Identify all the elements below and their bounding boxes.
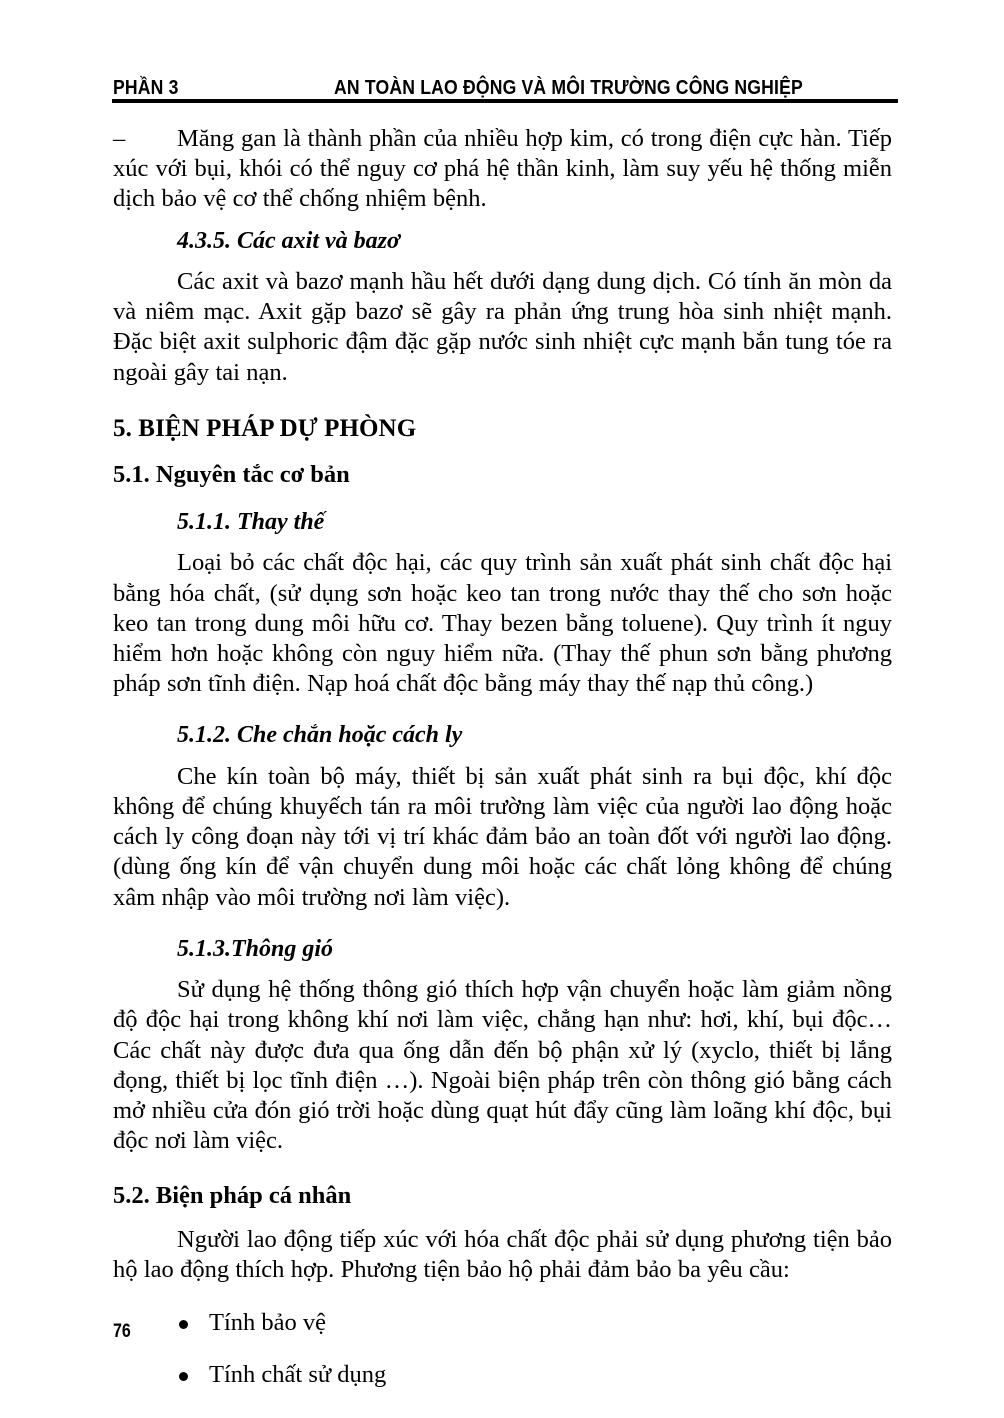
paragraph-5-1-1: Loại bỏ các chất độc hại, các quy trình sản xuất phát sinh chất độc hại bằng hóa chất, (sử dụng sơn hoặc keo tan trong nước thay thế cho sơn hoặc keo tan trong dung môi hữu cơ. Thay bezen bằng toluene). Quy trình ít nguy hiểm hơn hoặc không còn nguy hiểm nữa. (Thay thế phun sơn bằng phương pháp sơn tĩnh điện. Nạp hoá chất độc bằng máy thay thế nạp thủ công.) xyxy=(113,549,892,698)
running-head-part-label: PHẦN 3 xyxy=(113,77,179,99)
heading-5-1-1: 5.1.1. Thay thế xyxy=(177,509,325,536)
running-head-title: AN TOÀN LAO ĐỘNG VÀ MÔI TRƯỜNG CÔNG NGHIỆP xyxy=(334,77,803,99)
spacer xyxy=(113,1211,892,1225)
text-column xyxy=(113,124,892,1390)
heading-4-3-5: 4.3.5. Các axit và bazơ xyxy=(177,227,400,254)
spacer xyxy=(113,963,892,975)
page-number: 76 xyxy=(113,1321,131,1342)
spacer xyxy=(113,536,892,548)
requirements-bullet-list xyxy=(113,1308,892,1390)
heading-5: 5. BIỆN PHÁP DỰ PHÒNG xyxy=(113,414,417,442)
paragraph-4-3-5: Các axit và bazơ mạnh hầu hết dưới dạng dung dịch. Có tính ăn mòn da và niêm mạc. Axit gặp bazơ sẽ gây ra phản ứng trung hòa sinh nhiệt mạnh. Đặc biệt axit sulphoric đậm đặc gặp nước sinh nhiệt cực mạnh bắn tung tóe ra ngoài gây tai nạn. xyxy=(113,267,892,386)
paragraph-5-2: Người lao động tiếp xúc với hóa chất độc phải sử dụng phương tiện bảo hộ lao động thích hợp. Phương tiện bảo hộ phải đảm bảo ba yêu cầu: xyxy=(113,1226,892,1284)
paragraph-5-1-2: Che kín toàn bộ máy, thiết bị sản xuất phát sinh ra bụi độc, khí độc không để chúng khuyếch tán ra môi trường làm việc của người lao động hoặc cách ly công đoạn này tới vị trí khác đảm bảo an toàn đốt với người lao động. (dùng ống kín để vận chuyển dung môi hoặc các chất lỏng không để chúng xâm nhập vào môi trường nơi làm việc). xyxy=(113,762,892,911)
list-item xyxy=(113,1308,892,1338)
bullet-dot-icon xyxy=(179,1320,188,1329)
spacer xyxy=(113,388,892,414)
heading-5-2: 5.2. Biện pháp cá nhân xyxy=(113,1182,352,1210)
spacer xyxy=(113,750,892,762)
list-item xyxy=(113,1360,892,1390)
list-item-label: Tính bảo vệ xyxy=(209,1308,327,1336)
spacer xyxy=(113,490,892,508)
spacer xyxy=(113,699,892,721)
bullet-dot-icon xyxy=(179,1372,188,1381)
paragraph-manganese xyxy=(113,124,892,215)
running-head xyxy=(113,68,803,98)
paragraph-5-1-3: Sử dụng hệ thống thông gió thích hợp vận chuyển hoặc làm giảm nồng độ độc hại trong không khí nơi làm việc, chẳng hạn như: hơi, khí, bụi độc… Các chất này được đưa qua ống dẫn đến bộ phận xử lý (xyclo, thiết bị lắng đọng, thiết bị lọc tĩnh điện …). Ngoài biện pháp trên còn thông gió bằng cách mở nhiều cửa đón gió trời hoặc dùng quạt hút đẩy cũng làm loãng khí độc, bụi độc nơi làm việc. xyxy=(113,976,892,1155)
list-item-label: Tính chất sử dụng xyxy=(209,1360,387,1388)
heading-5-1-2: 5.1.2. Che chắn hoặc cách ly xyxy=(177,722,463,749)
heading-5-1-3: 5.1.3.Thông gió xyxy=(177,935,334,962)
spacer xyxy=(113,913,892,935)
spacer xyxy=(113,1156,892,1182)
spacer xyxy=(113,215,892,227)
list-dash-marker: – xyxy=(113,125,126,152)
spacer xyxy=(113,255,892,267)
paragraph-manganese-text: Măng gan là thành phần của nhiều hợp kim, có trong điện cực hàn. Tiếp xúc với bụi, khói có thể nguy cơ phá hệ thần kinh, làm suy yếu hệ thống miễn dịch bảo vệ cơ thể chống nhiệm bệnh. xyxy=(113,125,892,213)
spacer xyxy=(113,443,892,461)
heading-5-1: 5.1. Nguyên tắc cơ bản xyxy=(113,461,350,489)
header-rule-divider xyxy=(112,99,898,103)
